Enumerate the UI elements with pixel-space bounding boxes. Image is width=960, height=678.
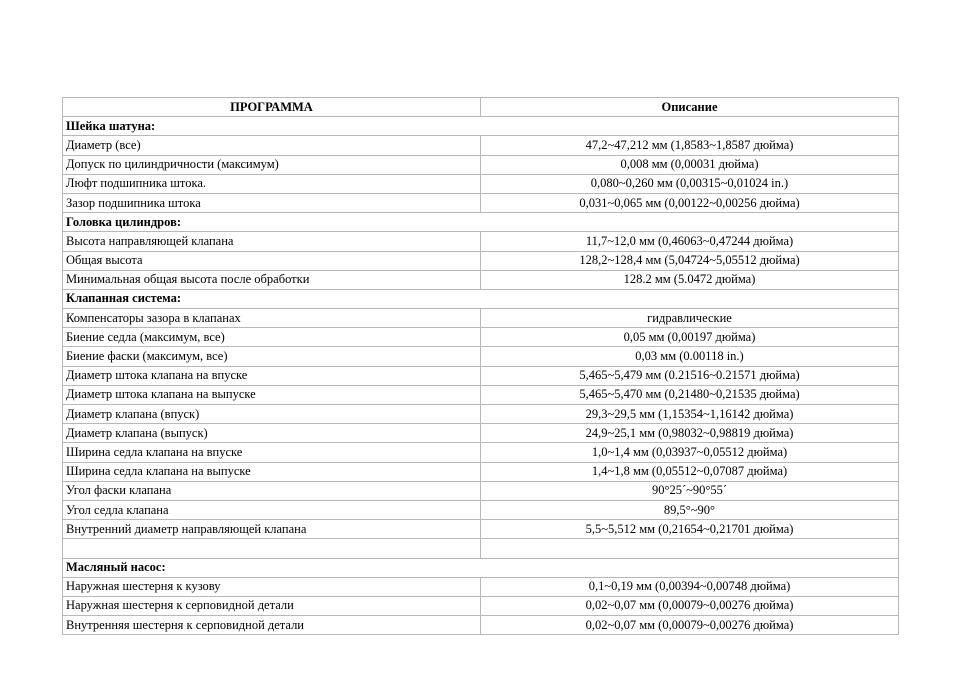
parameter-cell: Наружная шестерня к серповидной детали bbox=[63, 596, 481, 615]
column-header-program: ПРОГРАММА bbox=[63, 98, 481, 117]
table-row bbox=[63, 596, 899, 615]
section-title: Головка цилиндров: bbox=[63, 213, 899, 232]
value-cell: 5,465~5,470 мм (0,21480~0,21535 дюйма) bbox=[481, 385, 899, 404]
table-row bbox=[63, 328, 899, 347]
value-cell: 0,02~0,07 мм (0,00079~0,00276 дюйма) bbox=[481, 616, 899, 635]
parameter-cell: Биение седла (максимум, все) bbox=[63, 328, 481, 347]
table-row bbox=[63, 232, 899, 251]
section-row bbox=[63, 213, 899, 232]
value-cell: 24,9~25,1 мм (0,98032~0,98819 дюйма) bbox=[481, 424, 899, 443]
table-row bbox=[63, 539, 899, 558]
section-title: Масляный насос: bbox=[63, 558, 899, 577]
parameter-cell: Люфт подшипника штока. bbox=[63, 174, 481, 193]
table-row bbox=[63, 136, 899, 155]
value-cell: 0,02~0,07 мм (0,00079~0,00276 дюйма) bbox=[481, 596, 899, 615]
table-row bbox=[63, 309, 899, 328]
parameter-cell: Диаметр штока клапана на впуске bbox=[63, 366, 481, 385]
section-row bbox=[63, 117, 899, 136]
parameter-cell: Наружная шестерня к кузову bbox=[63, 577, 481, 596]
value-cell: 0,1~0,19 мм (0,00394~0,00748 дюйма) bbox=[481, 577, 899, 596]
parameter-cell: Высота направляющей клапана bbox=[63, 232, 481, 251]
value-cell: 11,7~12,0 мм (0,46063~0,47244 дюйма) bbox=[481, 232, 899, 251]
value-cell: 5,465~5,479 мм (0.21516~0.21571 дюйма) bbox=[481, 366, 899, 385]
table-row bbox=[63, 155, 899, 174]
section-row bbox=[63, 289, 899, 308]
value-cell: 0,05 мм (0,00197 дюйма) bbox=[481, 328, 899, 347]
value-cell: 90°25´~90°55´ bbox=[481, 481, 899, 500]
value-cell: 0,03 мм (0.00118 in.) bbox=[481, 347, 899, 366]
parameter-cell: Диаметр клапана (впуск) bbox=[63, 405, 481, 424]
value-cell: 0,008 мм (0,00031 дюйма) bbox=[481, 155, 899, 174]
table-row bbox=[63, 385, 899, 404]
table-row bbox=[63, 616, 899, 635]
parameter-cell: Внутренний диаметр направляющей клапана bbox=[63, 520, 481, 539]
parameter-cell: Диаметр клапана (выпуск) bbox=[63, 424, 481, 443]
parameter-cell: Общая высота bbox=[63, 251, 481, 270]
parameter-cell: Внутренняя шестерня к серповидной детали bbox=[63, 616, 481, 635]
table-body bbox=[63, 117, 899, 635]
specifications-table bbox=[62, 97, 899, 635]
section-title: Шейка шатуна: bbox=[63, 117, 899, 136]
table-row bbox=[63, 424, 899, 443]
table-row bbox=[63, 347, 899, 366]
parameter-cell: Зазор подшипника штока bbox=[63, 193, 481, 212]
parameter-cell: Диаметр (все) bbox=[63, 136, 481, 155]
table-row bbox=[63, 481, 899, 500]
parameter-cell: Угол седла клапана bbox=[63, 500, 481, 519]
value-cell bbox=[481, 539, 899, 558]
value-cell: 1,4~1,8 мм (0,05512~0,07087 дюйма) bbox=[481, 462, 899, 481]
parameter-cell: Компенсаторы зазора в клапанах bbox=[63, 309, 481, 328]
table-row bbox=[63, 577, 899, 596]
table-row bbox=[63, 443, 899, 462]
parameter-cell: Биение фаски (максимум, все) bbox=[63, 347, 481, 366]
parameter-cell bbox=[63, 539, 481, 558]
table-row bbox=[63, 251, 899, 270]
value-cell: 0,080~0,260 мм (0,00315~0,01024 in.) bbox=[481, 174, 899, 193]
value-cell: 47,2~47,212 мм (1,8583~1,8587 дюйма) bbox=[481, 136, 899, 155]
parameter-cell: Ширина седла клапана на впуске bbox=[63, 443, 481, 462]
table-row bbox=[63, 520, 899, 539]
value-cell: 128,2~128,4 мм (5,04724~5,05512 дюйма) bbox=[481, 251, 899, 270]
table-row bbox=[63, 270, 899, 289]
table-row bbox=[63, 405, 899, 424]
value-cell: 89,5°~90° bbox=[481, 500, 899, 519]
value-cell: гидравлические bbox=[481, 309, 899, 328]
table-row bbox=[63, 500, 899, 519]
parameter-cell: Угол фаски клапана bbox=[63, 481, 481, 500]
parameter-cell: Минимальная общая высота после обработки bbox=[63, 270, 481, 289]
table-row bbox=[63, 193, 899, 212]
table-header-row bbox=[63, 98, 899, 117]
section-row bbox=[63, 558, 899, 577]
value-cell: 128.2 мм (5.0472 дюйма) bbox=[481, 270, 899, 289]
value-cell: 5,5~5,512 мм (0,21654~0,21701 дюйма) bbox=[481, 520, 899, 539]
table-row bbox=[63, 366, 899, 385]
table-row bbox=[63, 462, 899, 481]
value-cell: 29,3~29,5 мм (1,15354~1,16142 дюйма) bbox=[481, 405, 899, 424]
parameter-cell: Диаметр штока клапана на выпуске bbox=[63, 385, 481, 404]
value-cell: 0,031~0,065 мм (0,00122~0,00256 дюйма) bbox=[481, 193, 899, 212]
parameter-cell: Ширина седла клапана на выпуске bbox=[63, 462, 481, 481]
column-header-description: Описание bbox=[481, 98, 899, 117]
table-row bbox=[63, 174, 899, 193]
section-title: Клапанная система: bbox=[63, 289, 899, 308]
parameter-cell: Допуск по цилиндричности (максимум) bbox=[63, 155, 481, 174]
value-cell: 1,0~1,4 мм (0,03937~0,05512 дюйма) bbox=[481, 443, 899, 462]
